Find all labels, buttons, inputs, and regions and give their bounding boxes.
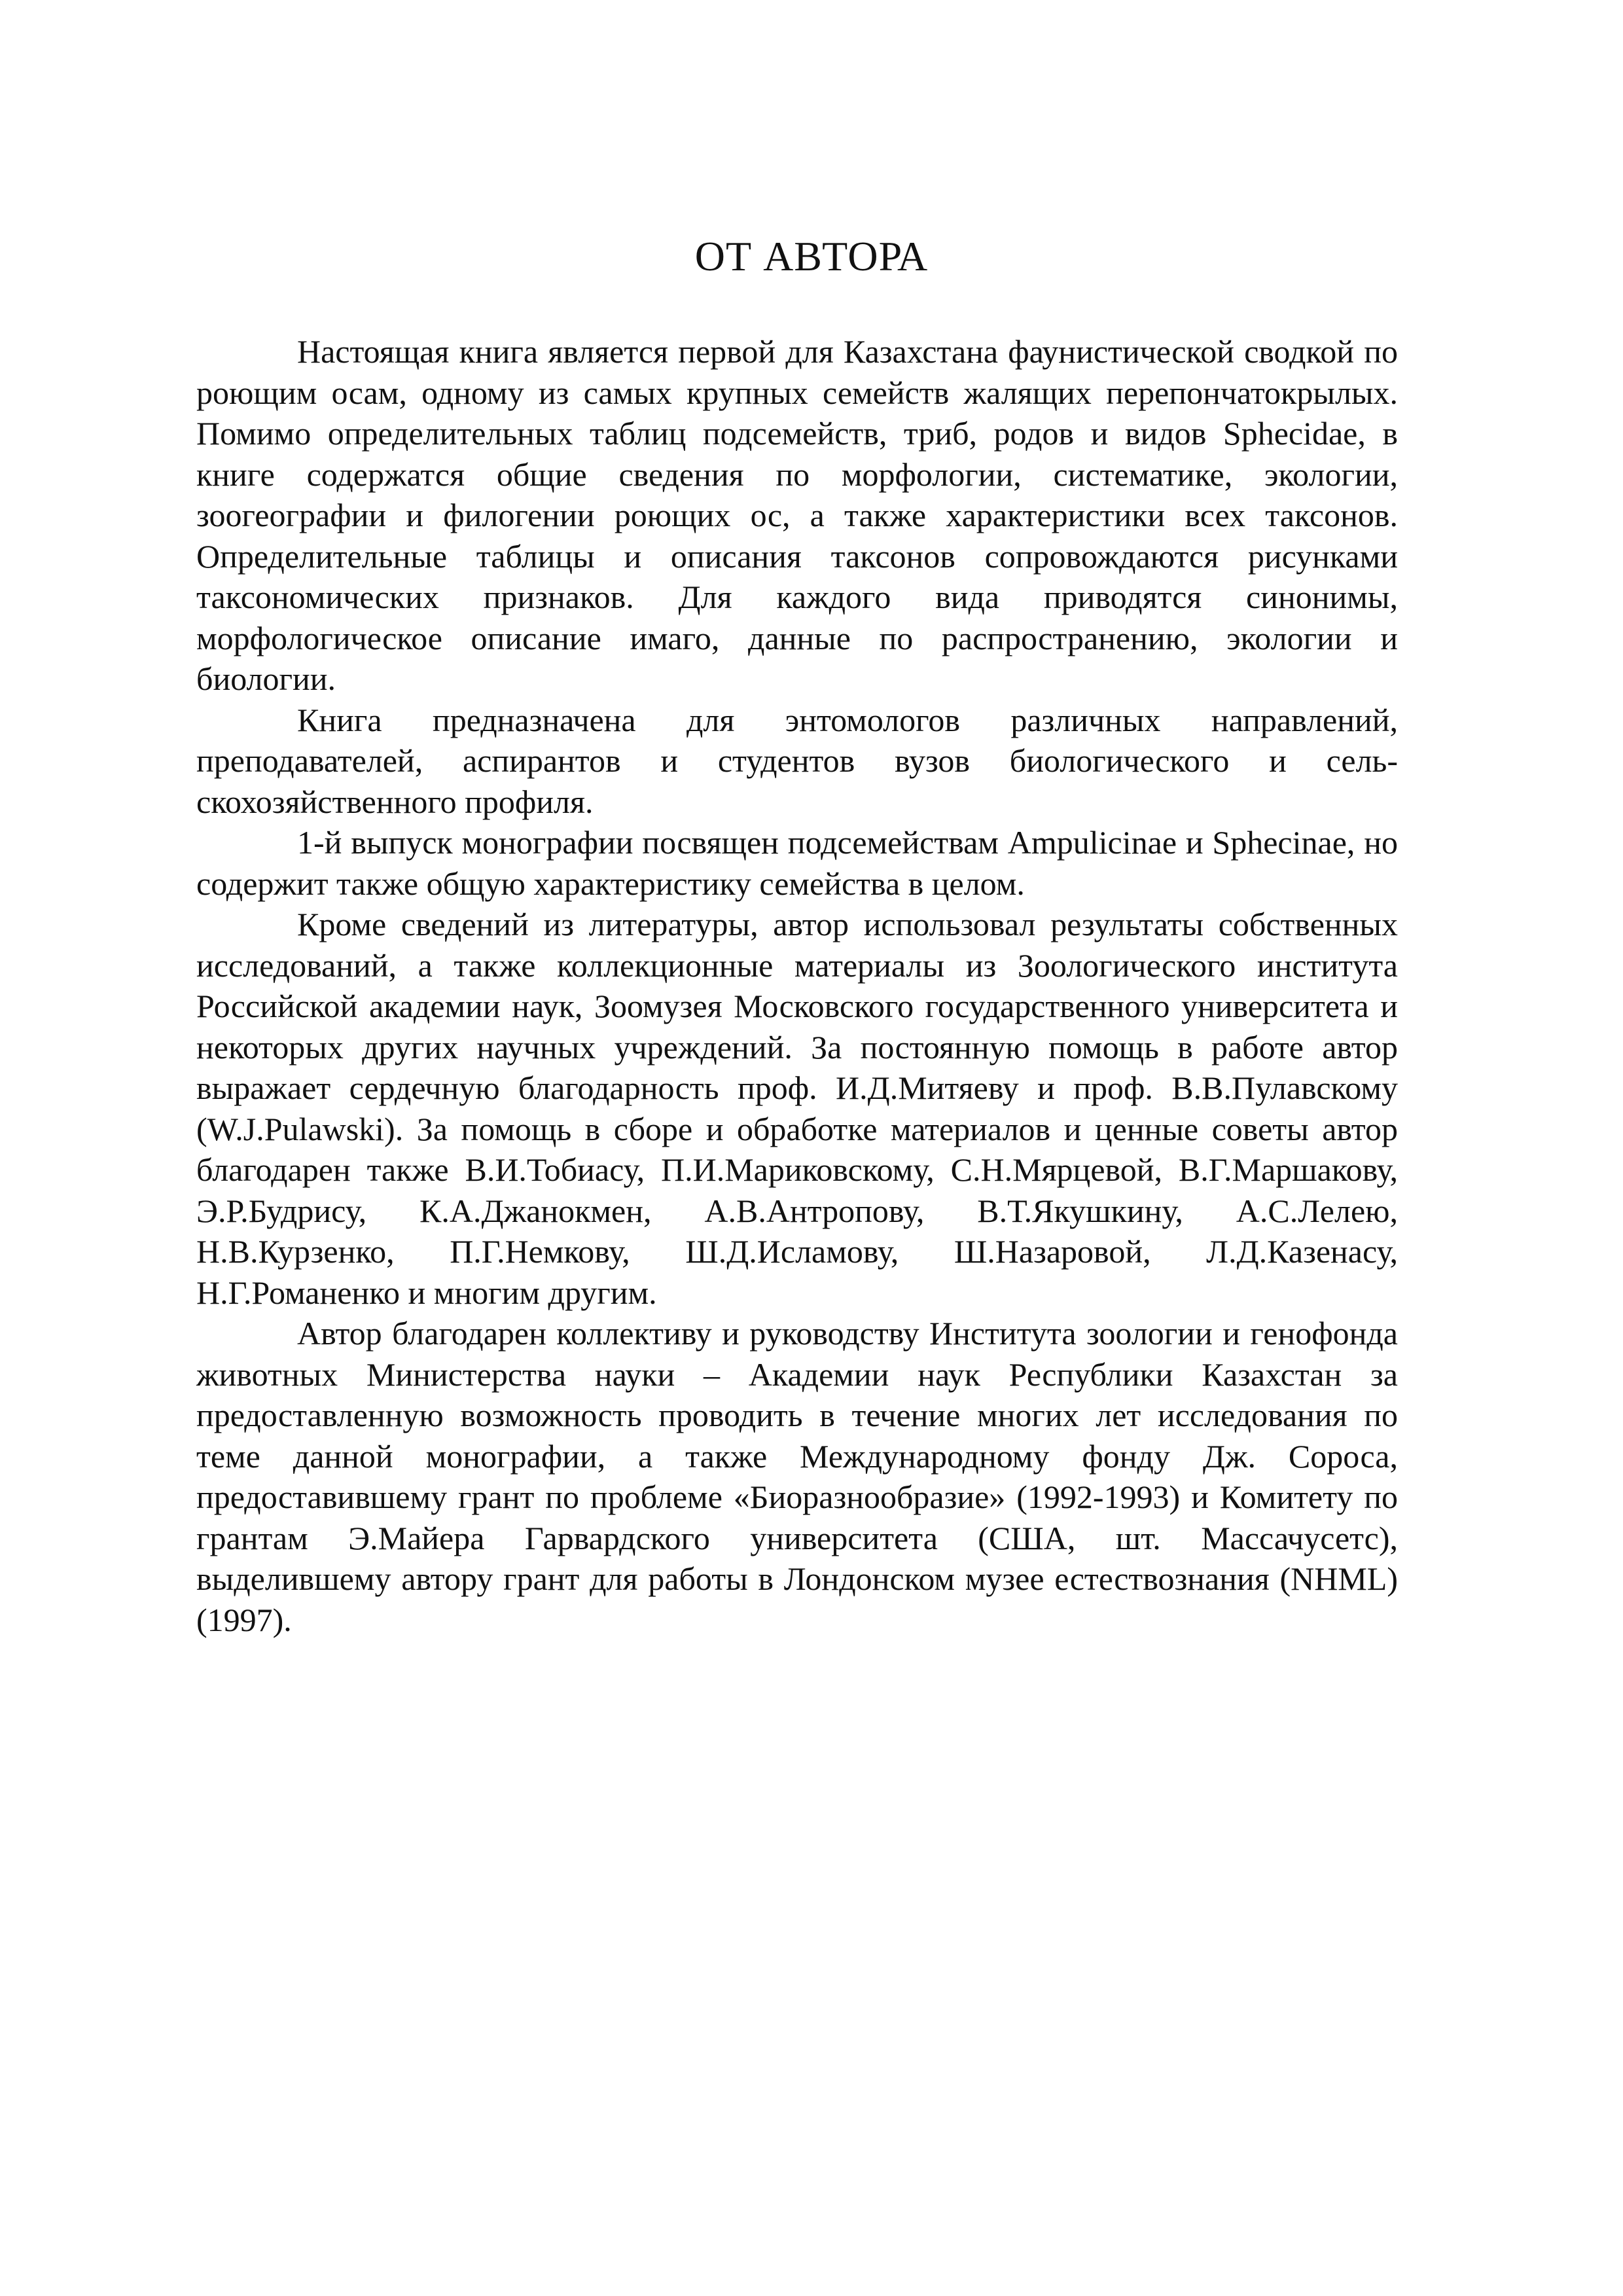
paragraph-audience: Книга предназначена для энтомологов различных направлений, преподавателей, аспирантов и студентов вузов биологического и сельскохозяйственного профиля. <box>196 701 1398 820</box>
page-title: ОТ АВТОРА <box>694 233 929 279</box>
body-text <box>196 331 1398 1640</box>
paragraph-sources-acknowledgements: Кроме сведений из литературы, автор использовал результаты собственных исследований, а также коллекционные материалы из Зоологического института Российской академии наук, Зоомузея Московского государственного университета и некоторых других научных учреждений. За постоянную помощь в работе автор выражает сердечную благодарность проф. И.Д.Митяеву и проф. В.В.Пулавскому (W.J.Pulawski). За помощь в сборе и обработке материалов и ценные советы автор благодарен также В.И.Тобиасу, П.И.Мариковскому, С.Н.Мярцевой, В.Г.Маршакову, Э.Р.Будрису, К.А.Джанокмен, А.В.Антропову, В.Т.Якушкину, А.С.Лелею, Н.В.Курзенко, П.Г.Немкову, Ш.Д.Исламову, Ш.Назаровой, Л.Д.Казенасу, Н.Г.Романенко и многим другим. <box>196 906 1398 1311</box>
paragraph-institutional-thanks: Автор благодарен коллективу и руководству Института зоологии и генофонда животных Министерства науки – Академии наук Республики Казахстан за предоставленную возможность проводить в течение многих лет исследования по теме данной монографии, а также Международному фонду Дж. Сороса, предоставившему грант по проблеме «Биоразнообразие» (1992-1993) и Комитету по грантам Э.Майера Гарвардского университета (США, шт. Массачусетс), выделившему автору грант для работы в Лондонском музее естествознания (NHML) (1997). <box>196 1315 1398 1638</box>
paragraph-intro: Настоящая книга является первой для Казахстана фаунистической сводкой по роющим осам, одному из самых крупных семейств жалящих перепончатокрылых. Помимо определительных таблиц подсемейств, триб, родов и видов Sphecidae, в книге содержатся общие сведения по морфологии, систематике, экологии, зоогеографии и филогении роющих ос, а также характеристики всех таксонов. Определительные таблицы и описания таксонов сопровождаются рисунками таксономических признаков. Для каждого вида приводятся синонимы, морфологическое описание имаго, данные по распространению, экологии и биологии. <box>196 333 1398 697</box>
paragraph-volume: 1-й выпуск монографии посвящен подсемействам Ampulicinae и Sphecinae, но содержит также общую характеристику семейства в целом. <box>196 824 1398 902</box>
